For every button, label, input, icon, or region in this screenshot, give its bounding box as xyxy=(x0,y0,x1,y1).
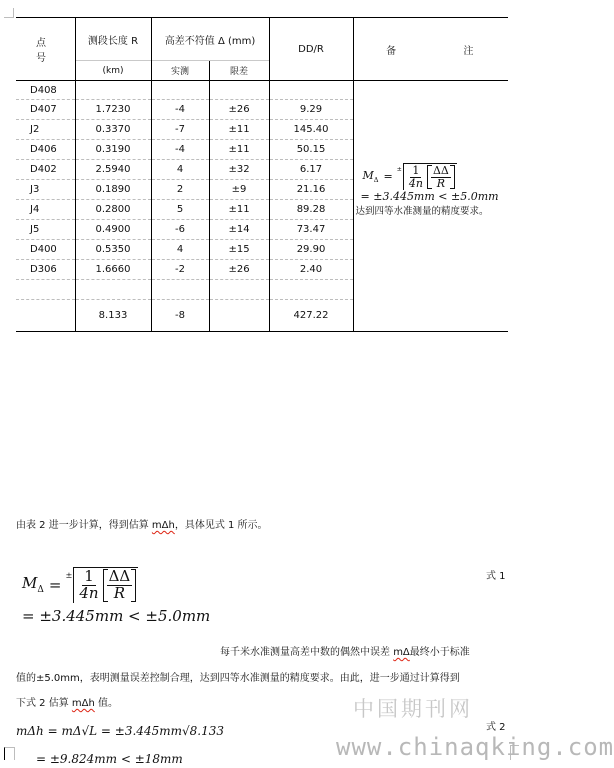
paragraph-line-3: 下式 2 估算 mΔh 值。 xyxy=(16,698,119,709)
segment-limit: ±15 xyxy=(209,240,269,260)
segment-limit: ±11 xyxy=(209,120,269,140)
segment-length: 0.3370 xyxy=(75,120,151,140)
segment-ddr: 2.40 xyxy=(269,260,353,280)
header-ddr: DD/R xyxy=(269,18,353,81)
point-cell: D402 xyxy=(16,160,75,180)
watermark-brand: 中国期刊网 xyxy=(353,697,473,721)
equation-1: $M_\Delta$ = ± $\frac{1}{4n}$ $\frac{\Delta\Delta}{R}$ = ±3.445mm < ±5.0mm xyxy=(22,567,211,625)
segment-ddr: 21.16 xyxy=(269,180,353,200)
remark-result: = ±3.445mm < ±5.0mm xyxy=(360,190,499,204)
segment-limit: ±11 xyxy=(209,140,269,160)
segment-length: 0.1890 xyxy=(75,180,151,200)
segment-measured: 5 xyxy=(151,200,209,220)
segment-limit: ±26 xyxy=(209,260,269,280)
header-measured: 实测 xyxy=(151,61,209,81)
segment-length: 1.7230 xyxy=(75,100,151,120)
remark-text: 达到四等水准测量的精度要求。 xyxy=(355,206,489,218)
segment-ddr: 9.29 xyxy=(269,100,353,120)
segment-ddr: 6.17 xyxy=(269,160,353,180)
segment-length: 2.5940 xyxy=(75,160,151,180)
eq2-line-1: mΔh = mΔ√L = ±3.445mm√8.133 xyxy=(16,724,224,738)
segment-measured: -7 xyxy=(151,120,209,140)
paragraph-line-2: 值的±5.0mm，表明测量误差控制合理，达到四等水准测量的精度要求。由此，进一步通过计算得到 xyxy=(16,673,460,684)
eq1-result: = ±3.445mm < ±5.0mm xyxy=(22,606,211,625)
header-diff: 高差不符值 Δ (mm) xyxy=(151,18,269,61)
point-cell: D306 xyxy=(16,260,75,280)
header-length-unit: (km) xyxy=(75,61,151,81)
total-ddr: 427.22 xyxy=(269,300,353,332)
segment-length: 0.5350 xyxy=(75,240,151,260)
point-cell: J5 xyxy=(16,220,75,240)
point-cell: J3 xyxy=(16,180,75,200)
segment-measured: -2 xyxy=(151,260,209,280)
remark-formula: $M_\Delta$ = ± $\frac{1}{4n}$ $\frac{\Delta\Delta}{R}$ xyxy=(363,163,457,190)
segment-ddr: 73.47 xyxy=(269,220,353,240)
segment-measured: -6 xyxy=(151,220,209,240)
point-cell: D400 xyxy=(16,240,75,260)
segment-measured: 4 xyxy=(151,160,209,180)
segment-ddr: 89.28 xyxy=(269,200,353,220)
point-cell: D406 xyxy=(16,140,75,160)
point-cell: J2 xyxy=(16,120,75,140)
segment-measured: -4 xyxy=(151,100,209,120)
point-cell: D407 xyxy=(16,100,75,120)
intro-paragraph: 由表 2 进一步计算，得到估算 mΔh，具体见式 1 所示。 xyxy=(16,520,268,531)
segment-limit: ±9 xyxy=(209,180,269,200)
watermark-url: www.chinaqking.com xyxy=(336,733,614,761)
crop-mark-bottom-left xyxy=(4,747,15,760)
segment-limit: ±26 xyxy=(209,100,269,120)
segment-limit: ±14 xyxy=(209,220,269,240)
segment-measured: 2 xyxy=(151,180,209,200)
segment-ddr: 145.40 xyxy=(269,120,353,140)
header-point: 点 号 xyxy=(16,18,75,81)
segment-ddr: 29.90 xyxy=(269,240,353,260)
header-limit: 限差 xyxy=(209,61,269,81)
segment-length: 1.6660 xyxy=(75,260,151,280)
segment-length: 0.2800 xyxy=(75,200,151,220)
crop-mark-top-left xyxy=(4,8,14,18)
paragraph-line-1: 每千米水准测量高差中数的偶然中误差 mΔ最终小于标准 xyxy=(220,647,470,658)
segment-length: 0.3190 xyxy=(75,140,151,160)
point-cell: J4 xyxy=(16,200,75,220)
leveling-table xyxy=(16,17,508,332)
header-remark: 备 注 xyxy=(353,18,508,81)
segment-length: 0.4900 xyxy=(75,220,151,240)
header-length: 测段长度 R xyxy=(75,18,151,61)
segment-limit: ±11 xyxy=(209,200,269,220)
segment-limit: ±32 xyxy=(209,160,269,180)
segment-ddr: 50.15 xyxy=(269,140,353,160)
eq2-line-2: = ±9.824mm < ±18mm xyxy=(36,752,183,766)
total-measured: -8 xyxy=(151,300,209,332)
segment-measured: -4 xyxy=(151,140,209,160)
eq2-label: 式 2 xyxy=(486,722,506,733)
segment-measured: 4 xyxy=(151,240,209,260)
point-cell: D408 xyxy=(16,81,75,100)
eq1-label: 式 1 xyxy=(486,571,506,582)
remark-cell xyxy=(353,81,508,300)
total-length: 8.133 xyxy=(75,300,151,332)
